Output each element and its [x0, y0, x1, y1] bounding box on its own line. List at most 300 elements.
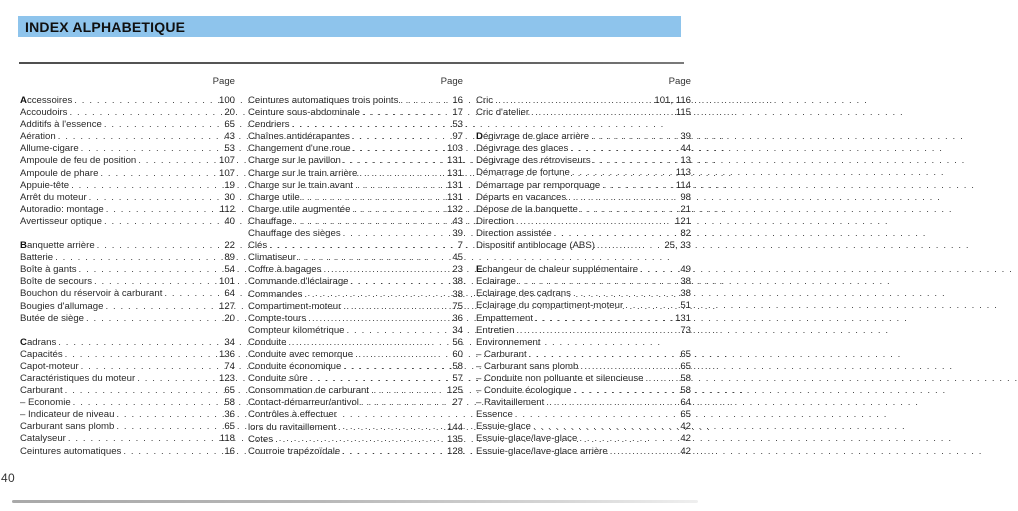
- index-entry-page: 112: [219, 203, 235, 215]
- index-entry: [476, 325, 691, 337]
- index-entry-label: Accessoires: [20, 95, 73, 106]
- index-entry: [476, 95, 691, 107]
- index-entry-label: Charge sur le pavillon: [248, 155, 341, 167]
- index-entry-label: Chauffage des sièges: [248, 228, 341, 240]
- index-entry-page: 58: [680, 385, 691, 397]
- index-entry-label: Direction: [476, 215, 514, 227]
- index-entry: [248, 397, 463, 409]
- index-entry-page: 20: [224, 312, 235, 324]
- index-entry: [20, 349, 235, 361]
- index-entry: [476, 337, 691, 349]
- index-entry: [20, 180, 235, 192]
- index-entry-page: 131: [446, 179, 463, 191]
- dot-leader: [351, 276, 451, 288]
- index-entry-page: 103: [446, 143, 463, 155]
- dot-leader: [573, 385, 678, 397]
- index-entry-label: Catalyseur: [20, 433, 66, 445]
- index-entry: [248, 409, 463, 421]
- title-divider: [19, 62, 684, 64]
- index-entry-label: Conduite économique: [248, 361, 342, 373]
- index-entry: [20, 337, 235, 349]
- index-entry-page: 13: [680, 155, 691, 167]
- index-entry-page: 36: [224, 409, 235, 421]
- index-entry: [20, 446, 235, 458]
- dot-leader: [323, 264, 450, 276]
- index-entry-label: Contrôles à effectuer: [248, 409, 337, 421]
- index-entry-label: Conduite: [248, 336, 287, 348]
- dot-leader: [308, 313, 450, 325]
- dot-leader: [65, 349, 217, 361]
- index-entry-label: – Carburant: [476, 348, 527, 360]
- index-entry: [20, 95, 235, 107]
- index-entry-page: 53: [452, 119, 463, 131]
- index-entry-page: 43: [452, 215, 463, 227]
- index-entry-label: Eclairage des cadrans: [476, 288, 571, 300]
- index-entry-label: Arrêt du moteur: [20, 191, 87, 203]
- index-entry-label: Cendriers: [248, 119, 290, 131]
- index-entry: [476, 421, 691, 433]
- index-entry-page: 53: [224, 143, 235, 155]
- index-entry: [476, 385, 691, 397]
- index-entry-page: 132: [446, 203, 463, 215]
- index-entry: [20, 433, 235, 445]
- index-entry: [476, 216, 691, 228]
- dot-leader: [342, 446, 445, 458]
- index-entry-page: 113: [675, 167, 691, 179]
- index-entry: [20, 131, 235, 143]
- index-entry-label: Dégivrage de glace arrière: [476, 131, 590, 143]
- index-entry: [248, 180, 463, 192]
- index-entry-page: 123: [218, 372, 235, 384]
- index-entry-page: 39: [680, 131, 691, 143]
- index-entry: [20, 409, 235, 421]
- index-entry: [248, 131, 463, 143]
- index-entry: [476, 240, 691, 252]
- index-entry: [20, 240, 235, 252]
- index-entry-label: Empattement: [476, 312, 534, 324]
- index-entry: [20, 192, 235, 204]
- index-entry: [476, 167, 691, 179]
- index-entry-label: Butée de siège: [20, 312, 85, 324]
- index-entry: [476, 313, 691, 325]
- index-entry-page: 42: [680, 445, 691, 457]
- index-entry-label: lors du ravitaillement: [248, 421, 336, 433]
- dot-leader: [137, 373, 217, 385]
- index-entry: [248, 301, 463, 313]
- index-entry-label: Batterie: [20, 252, 54, 264]
- index-entry: [476, 192, 691, 204]
- index-entry-label: Conduite sûre: [248, 373, 308, 385]
- index-entry-page: 60: [452, 348, 463, 360]
- dot-leader: [516, 216, 673, 228]
- index-entry-page: 115: [675, 107, 691, 119]
- index-entry-label: Charge utile augmentée: [248, 203, 351, 215]
- index-entry-label: Coffre à bagages: [248, 264, 322, 276]
- index-entry-page: 75: [452, 300, 463, 312]
- column-page-header: Page: [668, 76, 691, 87]
- dot-leader: [73, 397, 223, 409]
- index-entry: [248, 107, 463, 119]
- index-entry-page: 56: [452, 336, 463, 348]
- index-entry: [20, 216, 235, 228]
- index-entry-label: Essuie-glace/lave-glace: [476, 433, 578, 445]
- index-entry-label: Charge sur le train avant: [248, 179, 354, 191]
- index-entry-page: 30: [224, 191, 235, 203]
- index-entry-page: 65: [224, 119, 235, 131]
- index-entry: [248, 373, 463, 385]
- index-column-1: [20, 76, 235, 458]
- index-entry-label: Ampoule de phare: [20, 167, 99, 179]
- dot-leader: [74, 95, 217, 107]
- dot-leader: [294, 216, 450, 228]
- index-entry-label: – Carburant sans plomb: [476, 360, 579, 372]
- index-entry-label: Caractéristiques du moteur: [20, 372, 136, 384]
- index-entry: [248, 422, 463, 434]
- dot-leader: [610, 446, 679, 458]
- index-entry-label: Contact-démarreur/antivol: [248, 397, 359, 409]
- index-entry-page: 73: [680, 324, 691, 336]
- index-entry-label: Bouchon du réservoir à carburant: [20, 288, 163, 300]
- index-entry-label: – Indicateur de niveau: [20, 409, 115, 421]
- index-entry-label: Capacités: [20, 348, 63, 360]
- index-entry: [248, 119, 463, 131]
- index-entry-label: – Conduite non polluante et silencieuse: [476, 372, 644, 384]
- index-entry-label: – Economie: [20, 397, 71, 409]
- index-entry-label: Essuie-glace: [476, 421, 531, 433]
- index-entry-label: Cric d'atelier: [476, 107, 530, 119]
- index-entry-label: Consommation de carburant: [248, 385, 370, 397]
- index-entry: [20, 301, 235, 313]
- dot-leader: [400, 95, 450, 107]
- dot-leader: [97, 240, 223, 252]
- index-entry: [476, 180, 691, 192]
- index-entry-label: Dispositif antiblocage (ABS): [476, 240, 595, 252]
- index-entry-page: 136: [218, 348, 235, 360]
- index-entry-page: 125: [446, 385, 463, 397]
- dot-leader: [602, 180, 673, 192]
- index-entry: [248, 252, 463, 264]
- index-entry: [20, 397, 235, 409]
- index-entry-label: Bougies d'allumage: [20, 300, 104, 312]
- dot-leader: [302, 192, 445, 204]
- index-entry: [248, 192, 463, 204]
- dot-leader: [518, 276, 678, 288]
- dot-leader: [58, 337, 222, 349]
- index-entry-page: 42: [680, 433, 691, 445]
- index-entry-label: Conduite avec remorque: [248, 348, 354, 360]
- column-page-header: Page: [440, 76, 463, 87]
- index-entry-page: 38: [452, 276, 463, 288]
- index-entry: [476, 433, 691, 445]
- index-entry-page: 100: [218, 95, 235, 106]
- dot-leader: [310, 373, 451, 385]
- index-entry-label: Courroie trapézoïdale: [248, 445, 341, 457]
- dot-leader: [104, 119, 223, 131]
- index-entry-page: 97: [452, 131, 463, 143]
- index-entry: [476, 107, 691, 119]
- index-entry-page: 42: [680, 421, 691, 433]
- dot-leader: [58, 131, 223, 143]
- dot-leader: [352, 131, 450, 143]
- index-entry-page: 7: [457, 240, 463, 252]
- dot-leader: [361, 397, 450, 409]
- index-entry-page: 131: [446, 191, 463, 203]
- index-entry: [476, 373, 691, 385]
- index-entry-page: 127: [218, 300, 235, 312]
- index-entry: [248, 385, 463, 397]
- dot-leader: [355, 349, 450, 361]
- index-entry-page: 101: [218, 276, 235, 288]
- index-entry-label: Banquette arrière: [20, 240, 95, 252]
- index-entry-label: Compteur kilométrique: [248, 324, 345, 336]
- dot-leader: [580, 204, 678, 216]
- dot-leader: [123, 446, 222, 458]
- dot-leader: [288, 337, 450, 349]
- index-column-2: [248, 76, 463, 458]
- dot-leader: [304, 289, 450, 301]
- index-entry: [248, 216, 463, 228]
- index-columns: [20, 76, 693, 458]
- index-entry-label: Compartiment-moteur: [248, 300, 342, 312]
- dot-leader: [533, 421, 678, 433]
- index-entry: [476, 131, 691, 143]
- index-entry-label: Carburant sans plomb: [20, 421, 115, 433]
- index-entry-label: Dégivrage des glaces: [476, 143, 569, 155]
- column-rows: [476, 95, 691, 458]
- dot-leader: [580, 361, 678, 373]
- index-entry-page: 101, 116: [654, 95, 691, 106]
- index-entry: [476, 143, 691, 155]
- index-entry-label: Ceintures automatiques: [20, 445, 122, 457]
- index-entry: [20, 107, 235, 119]
- index-entry-page: 131: [446, 155, 463, 167]
- index-entry-page: 58: [224, 397, 235, 409]
- dot-leader: [531, 107, 674, 119]
- index-entry-label: Eclairage du compartiment-moteur: [476, 300, 624, 312]
- dot-leader: [495, 95, 652, 107]
- index-entry-page: 107: [218, 167, 235, 179]
- index-entry-page: 51: [680, 300, 691, 312]
- index-entry: [248, 325, 463, 337]
- index-entry-label: Allume-cigare: [20, 143, 79, 155]
- dot-leader: [355, 180, 445, 192]
- index-entry-page: 74: [224, 360, 235, 372]
- index-entry-page: 44: [680, 143, 691, 155]
- dot-leader: [269, 240, 455, 252]
- index-entry-label: Avertisseur optique: [20, 215, 102, 227]
- index-entry-page: 38: [680, 276, 691, 288]
- index-entry-page: 107: [218, 155, 235, 167]
- dot-leader: [65, 385, 223, 397]
- index-entry: [248, 446, 463, 458]
- dot-leader: [572, 167, 674, 179]
- index-entry: [20, 119, 235, 131]
- dot-leader: [138, 155, 217, 167]
- dot-leader: [515, 409, 679, 421]
- dot-leader: [347, 325, 451, 337]
- index-entry-label: Démarrage de fortune: [476, 167, 570, 179]
- index-entry-label: Carburant: [20, 385, 63, 397]
- dot-leader: [579, 433, 678, 445]
- dot-leader: [105, 301, 217, 313]
- index-entry-label: Cotes: [248, 433, 274, 445]
- index-entry: [20, 204, 235, 216]
- index-entry-page: 58: [452, 361, 463, 373]
- index-entry-page: 82: [680, 227, 691, 239]
- dot-leader: [68, 433, 218, 445]
- index-entry-label: Cric: [476, 95, 494, 106]
- dot-leader: [86, 313, 222, 325]
- dot-leader: [116, 409, 222, 421]
- dot-leader: [568, 192, 678, 204]
- index-entry: [476, 361, 691, 373]
- index-entry: [20, 264, 235, 276]
- index-entry-label: Démarrage par remporquage: [476, 179, 601, 191]
- dot-leader: [343, 361, 450, 373]
- dot-leader: [529, 349, 679, 361]
- index-entry-label: Additifs à l'essence: [20, 119, 102, 131]
- index-entry-page: 65: [224, 421, 235, 433]
- dot-leader: [292, 119, 451, 131]
- index-entry-page: 54: [224, 264, 235, 276]
- index-entry-label: Ceintures automatiques trois points: [248, 95, 399, 106]
- index-entry: [20, 143, 235, 155]
- dot-leader: [554, 228, 679, 240]
- index-entry-page: 25, 33: [664, 240, 691, 252]
- index-entry-page: 64: [680, 397, 691, 409]
- index-entry: [248, 276, 463, 288]
- index-entry-label: Départs en vacances: [476, 191, 567, 203]
- dot-leader: [343, 155, 445, 167]
- index-entry-page: 38: [452, 288, 463, 300]
- index-entry: [476, 446, 691, 458]
- dot-leader: [546, 397, 678, 409]
- index-entry-page: 16: [224, 445, 235, 457]
- index-entry-page: 23: [452, 264, 463, 276]
- dot-leader: [516, 325, 678, 337]
- index-entry: [248, 264, 463, 276]
- index-entry-label: Ceinture sous-abdominale: [248, 107, 360, 119]
- index-entry-page: 65: [224, 385, 235, 397]
- page-title: INDEX ALPHABETIQUE: [25, 18, 186, 35]
- dot-leader: [343, 228, 451, 240]
- index-entry-label: Changement d'une roue: [248, 143, 351, 155]
- index-entry: [476, 349, 691, 361]
- index-entry-page: 27: [452, 397, 463, 409]
- index-entry-page: 131: [674, 312, 691, 324]
- index-entry-page: 135: [446, 433, 463, 445]
- index-entry-label: Compte-tours: [248, 312, 307, 324]
- dot-leader: [535, 313, 673, 325]
- index-entry: [20, 385, 235, 397]
- dot-leader: [106, 204, 218, 216]
- index-entry-page: 65: [680, 360, 691, 372]
- index-entry: [476, 228, 691, 240]
- page-edge-shadow: [12, 500, 698, 503]
- column-page-header: Page: [212, 76, 235, 87]
- index-entry-label: Appuie-tête: [20, 179, 70, 191]
- index-entry-label: Essuie-glace/lave-glace arrière: [476, 445, 608, 457]
- index-entry-page: 21: [680, 203, 691, 215]
- index-entry-label: Boîte de secours: [20, 276, 92, 288]
- index-entry-label: Eclairage: [476, 276, 516, 288]
- index-entry-label: Accoudoirs: [20, 107, 68, 119]
- dot-leader: [570, 143, 678, 155]
- index-entry-page: 131: [446, 167, 463, 179]
- index-entry-label: Cadrans: [20, 336, 57, 348]
- index-entry-page: 65: [680, 409, 691, 421]
- index-entry-label: Entretien: [476, 324, 515, 336]
- index-entry: [476, 264, 691, 276]
- dot-leader: [591, 131, 678, 143]
- dot-leader: [645, 373, 678, 385]
- dot-leader: [573, 288, 678, 300]
- index-entry-page: 22: [224, 240, 235, 252]
- title-bar: [18, 16, 681, 37]
- column-rows: [248, 95, 463, 458]
- index-entry-page: 43: [224, 131, 235, 143]
- page-number: 40: [1, 471, 15, 485]
- dot-leader: [359, 168, 445, 180]
- dot-leader: [371, 385, 445, 397]
- index-entry: [248, 204, 463, 216]
- column-rows: [20, 95, 235, 458]
- index-entry-page: 17: [452, 107, 463, 119]
- index-entry-label: Boîte à gants: [20, 264, 77, 276]
- index-entry: [248, 143, 463, 155]
- index-entry-page: 40: [224, 215, 235, 227]
- index-entry-label: Direction assistée: [476, 227, 552, 239]
- index-entry-page: 114: [675, 179, 691, 191]
- index-entry: [476, 397, 691, 409]
- dot-leader: [81, 143, 223, 155]
- index-entry: [248, 228, 463, 240]
- index-entry-page: 58: [680, 372, 691, 384]
- dot-leader: [298, 252, 450, 264]
- index-entry: [20, 373, 235, 385]
- index-entry-page: 89: [224, 252, 235, 264]
- index-entry-label: Commande d'léclairage: [248, 276, 349, 288]
- index-entry-label: Chaînes antidérapantes: [248, 131, 350, 143]
- dot-leader: [352, 204, 445, 216]
- dot-leader: [79, 264, 223, 276]
- dot-leader: [89, 192, 223, 204]
- index-entry: [476, 300, 691, 312]
- index-entry: [248, 349, 463, 361]
- dot-leader: [69, 107, 222, 119]
- index-entry: [476, 155, 691, 167]
- index-entry: [20, 155, 235, 167]
- index-entry-label: Ampoule de feu de position: [20, 155, 137, 167]
- dot-leader: [164, 288, 222, 300]
- index-entry-label: Clés: [248, 240, 268, 252]
- dot-leader: [353, 143, 445, 155]
- index-entry-page: 128: [446, 445, 463, 457]
- index-entry-page: 65: [680, 348, 691, 360]
- index-entry: [20, 313, 235, 325]
- index-entry-label: Climatiseur: [248, 252, 296, 264]
- index-entry-page: 57: [452, 373, 463, 385]
- index-entry-page: 36: [452, 312, 463, 324]
- index-entry-label: Environnement: [476, 336, 541, 348]
- index-entry: [20, 276, 235, 288]
- index-entry-label: Commandes: [248, 288, 303, 300]
- index-entry: [20, 168, 235, 180]
- index-entry-label: Chauffage: [248, 215, 293, 227]
- dot-leader: [275, 434, 445, 446]
- dot-leader: [94, 276, 217, 288]
- index-entry-page: 49: [680, 264, 691, 276]
